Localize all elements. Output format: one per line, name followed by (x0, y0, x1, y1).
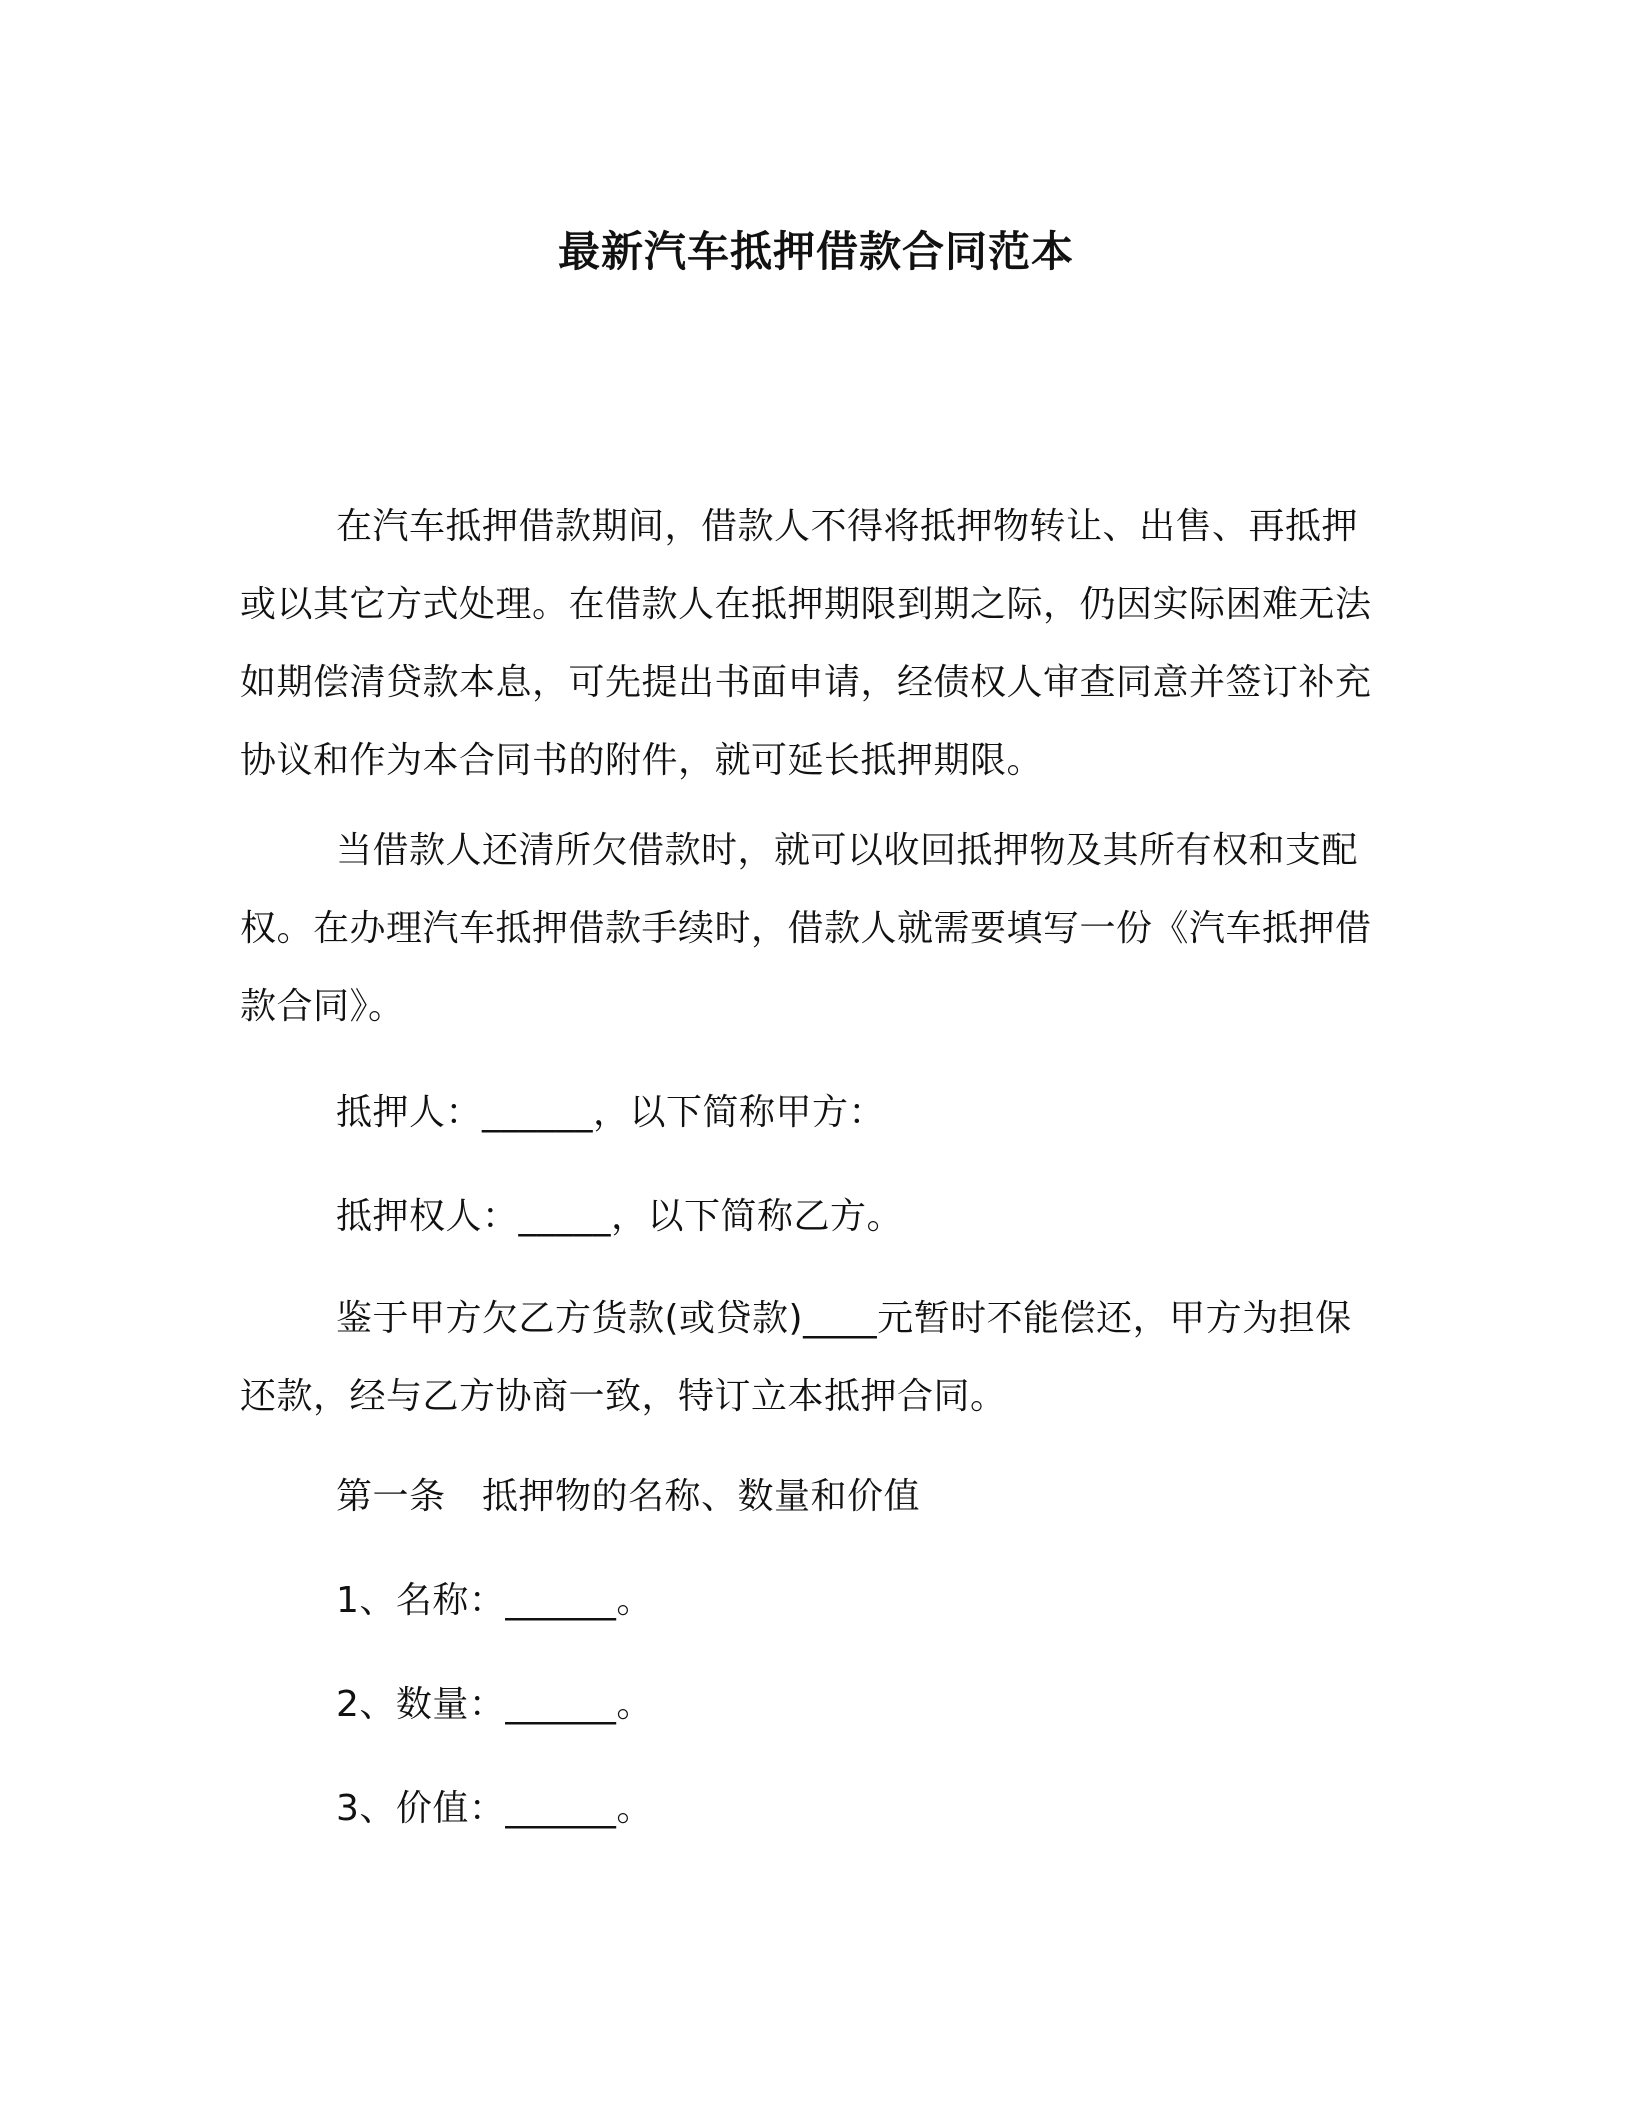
mortgagee-line: 抵押权人：_____，以下简称乙方。 (336, 1196, 904, 1237)
mortgagor-line: 抵押人：______，以下简称甲方： (336, 1092, 886, 1133)
paragraph-recital (240, 1280, 1374, 1436)
paragraph-text: 在汽车抵押借款期间，借款人不得将抵押物转让、出售、再抵押或以其它方式处理。在借款人在抵押期限到期之际，仍因实际困难无法如期偿清贷款本息，可先提出书面申请，经债权人审查同意并签订补充协议和作为本合同书的附件，就可延长抵押期限。 (240, 506, 1372, 781)
paragraph-text: 鉴于甲方欠乙方货款(或贷款)____元暂时不能偿还，甲方为担保还款，经与乙方协商一致，特订立本抵押合同。 (240, 1298, 1352, 1417)
item-quantity: 2、数量：______。 (336, 1684, 653, 1725)
item-name: 1、名称：______。 (336, 1580, 653, 1621)
item-value: 3、价值：______。 (336, 1788, 653, 1829)
paragraph-repayment (240, 812, 1374, 1046)
paragraph-text: 当借款人还清所欠借款时，就可以收回抵押物及其所有权和支配权。在办理汽车抵押借款手续时，借款人就需要填写一份《汽车抵押借款合同》。 (240, 830, 1372, 1027)
article-one-heading: 第一条 抵押物的名称、数量和价值 (336, 1476, 921, 1517)
document-title: 最新汽车抵押借款合同范本 (557, 227, 1074, 276)
paragraph-mortgage-period (240, 488, 1374, 800)
